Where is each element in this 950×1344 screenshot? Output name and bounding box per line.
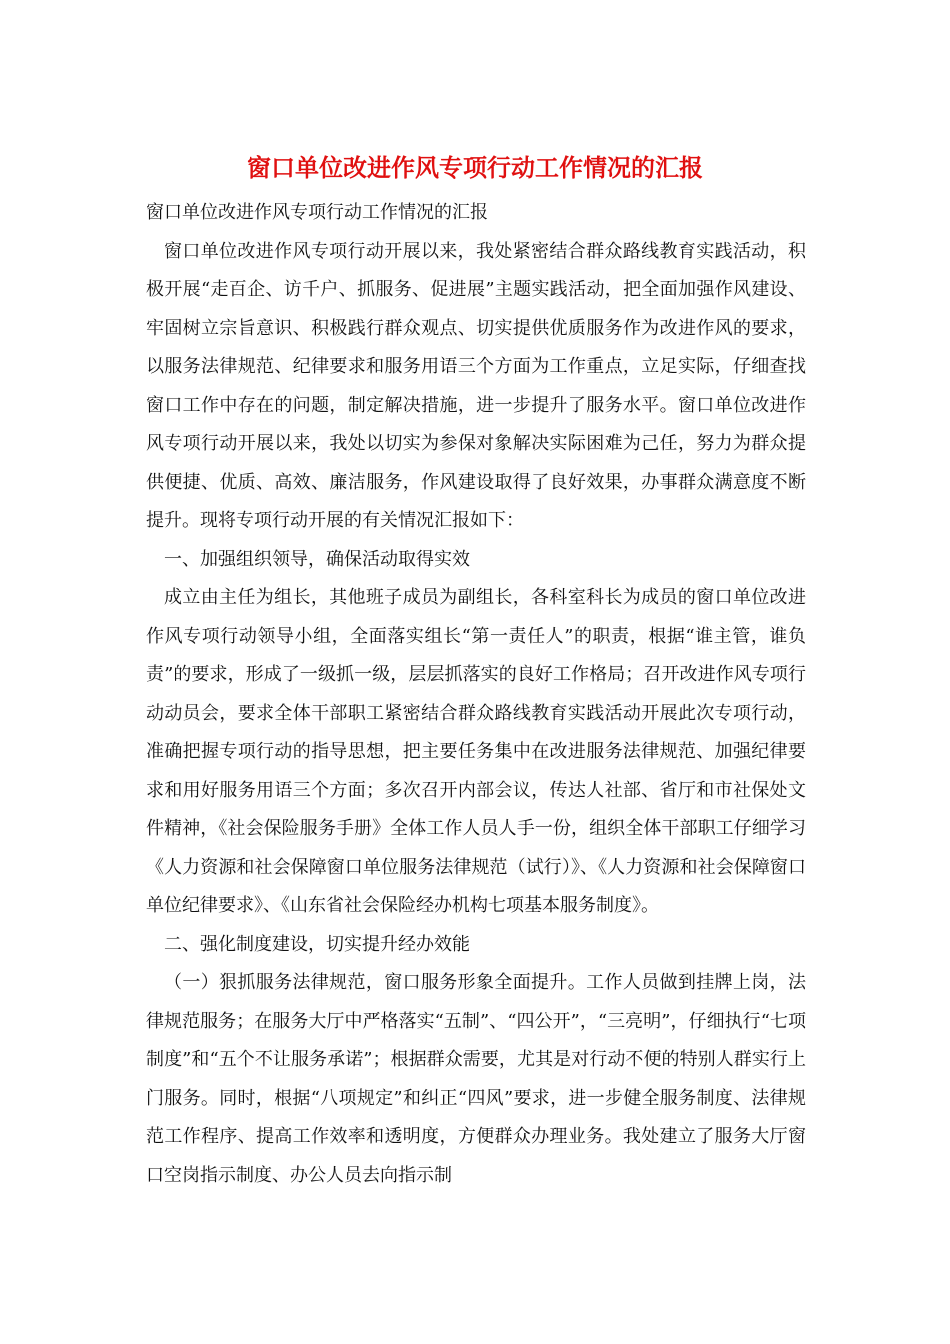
section-1-paragraph: 成立由主任为组长，其他班子成员为副组长，各科室科长为成员的窗口单位改进作风专项行动领导小组，全面落实组长“第一责任人”的职责，根据“谁主管，谁负责”的要求，形成了一级抓一级，层层抓落实的良好工作格局；召开改进作风专项行动动员会，要求全体干部职工紧密结合群众路线教育实践活动开展此次专项行动，准确把握专项行动的指导思想，把主要任务集中在改进服务法律规范、加强纪律要求和用好服务用语三个方面；多次召开内部会议，传达人社部、省厅和市社保处文件精神，《社会保险服务手册》全体工作人员人手一份，组织全体干部职工仔细学习《人力资源和社会保障窗口单位服务法律规范（试行）》、《人力资源和社会保障窗口单位纪律要求》、《山东省社会保险经办机构七项基本服务制度》。 [146,587,806,916]
section-heading-2: 二、强化制度建设，切实提升经办效能 [164,933,470,955]
section-heading-1: 一、加强组织领导，确保活动取得实效 [164,548,470,570]
document-subtitle: 窗口单位改进作风专项行动工作情况的汇报 [146,202,488,223]
document-body [146,194,806,1195]
intro-paragraph: 窗口单位改进作风专项行动开展以来，我处紧密结合群众路线教育实践活动，积极开展“走百企、访千户、抓服务、促进展”主题实践活动，把全面加强作风建设、牢固树立宗旨意识、积极践行群众观点、切实提供优质服务作为改进作风的要求，以服务法律规范、纪律要求和服务用语三个方面为工作重点，立足实际，仔细查找窗口工作中存在的问题，制定解决措施，进一步提升了服务水平。窗口单位改进作风专项行动开展以来，我处以切实为参保对象解决实际困难为己任，努力为群众提供便捷、优质、高效、廉洁服务，作风建设取得了良好效果，办事群众满意度不断提升。现将专项行动开展的有关情况汇报如下： [146,240,806,531]
document-title: 窗口单位改进作风专项行动工作情况的汇报 [247,153,703,182]
section-2-paragraph: （一）狠抓服务法律规范，窗口服务形象全面提升。工作人员做到挂牌上岗，法律规范服务；在服务大厅中严格落实“五制”、“四公开”，“三亮明”，仔细执行“七项制度”和“五个不让服务承诺”；根据群众需要，尤其是对行动不便的特别人群实行上门服务。同时，根据“八项规定”和纠正“四风”要求，进一步健全服务制度、法律规范工作程序、提高工作效率和透明度，方便群众办理业务。我处建立了服务大厅窗口空岗指示制度、办公人员去向指示制 [146,972,806,1186]
